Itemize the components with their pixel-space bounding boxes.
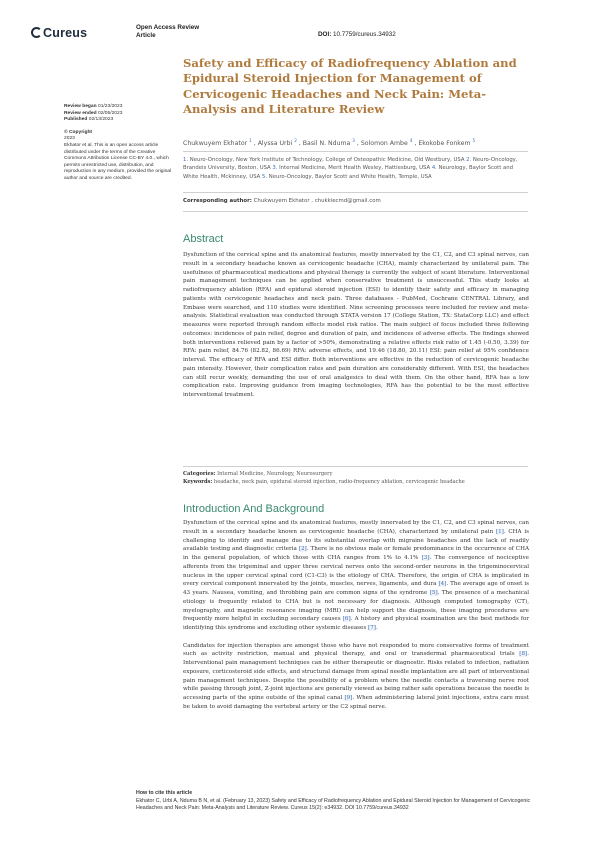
review-ended: Review ended 02/05/2023: [64, 110, 123, 116]
author-name[interactable]: Chukwuyem Ekhator: [183, 140, 248, 148]
author-list: Chukwuyem Ekhator $^1$ , Alyssa Urbi $^2$ , Basil N. Nduma $^3$ , Solomon Ambe $^4$ , Ekokobe Fonkem $^5$: [183, 138, 476, 148]
divider: [183, 192, 528, 193]
affil-text: Internal Medicine, Merit Health Wesley, Hattiesburg, USA: [279, 165, 431, 172]
how-to-cite-text: Ekhator C, Urbi A, Nduma B N, et al. (February 13, 2023) Safety and Efficacy of Radiofrequency Ablation and Epidural Steroid Injection for Management of Cervicogenic Headaches and Neck Pain: Meta-Analysis and Literature Review. Cureus 15(2): e34932. DOI 10.7759/cureus.34932: [136, 797, 531, 812]
article-type-line2: Article: [136, 32, 156, 39]
affil-text: Neuro-Oncology, Brandeis University, Boston, USA: [183, 157, 518, 172]
logo-text: Cureus: [43, 26, 88, 40]
introduction-text: [183, 519, 529, 720]
introduction-heading: Introduction And Background: [183, 503, 325, 515]
article-type: [136, 24, 199, 40]
affil-num: 4.: [431, 165, 437, 172]
header-doi: [318, 31, 396, 38]
published-date: Published 02/13/2023: [64, 117, 114, 123]
affil-text: Neurology, Baylor Scott and White Health, Mckinney, USA: [183, 165, 513, 180]
affil-num: 5.: [262, 173, 268, 180]
affil-num: 3.: [272, 165, 278, 172]
corresponding-text[interactable]: Chukwuyem Ekhator , chukkiecmd@gmail.com: [253, 198, 381, 204]
citation-link[interactable]: [7]: [368, 625, 376, 631]
article-type-line1: Open Access Review: [136, 24, 200, 31]
citation-link[interactable]: [3]: [421, 555, 430, 561]
license-text: Ekhator et al. This is an open access article distributed under the terms of the Creative Commons Attribution License CC-BY 4.0., which permits unrestricted use, distribution, and reproduction in any medium, provided the original author and source are credited.: [64, 142, 172, 181]
author-affil-num: 3: [352, 138, 355, 143]
affiliations: [183, 156, 528, 181]
author-name[interactable]: Solomon Ambe: [360, 140, 408, 148]
author-name[interactable]: Ekokobe Fonkem: [418, 140, 471, 148]
author-name[interactable]: Alyssa Urbi: [257, 140, 293, 148]
author-affil-num: 5: [472, 138, 476, 143]
abstract-heading: Abstract: [183, 233, 224, 245]
intro-paragraph-1: Dysfunction of the cervical spine and its anatomical features, mostly innervated by the C1, C2, and C3 spinal nerves, can result in a secondary headache known as cervicogenic headache (CHA), characterized by unilateral pain [1]. CHA is challenging to identify and manage due to its substantial overlap with migraine headaches and the lack of readily available testing and diagnostic criteria [2]. There is no obvious male or female predominance in the occurrence of CHA in the general population, of which those with CHA ranges from 1% to 4.1% [3]. The convergence of nociceptive afferents from the trigeminal and upper three cervical nerves onto the second-order neurons in the trigeminocervical nucleus in the upper cervical spinal cord (C1-C3) is the etiology of CHA. Therefore, the origin of CHA is implicated in every cervical component innervated by the joints, muscles, nerves, ligaments, and dura [4]. The average age of onset is 43 years. Nausea, vomiting, and throbbing pain are common signs of the syndrome [5]. The presence of a mechanical etiology is frequently related to CHA but is not necessary for diagnosis. Although computed tomography (CT), myelography, and magnetic resonance imaging (MRI) can help support the diagnosis, these imaging procedures are frequently more helpful in excluding secondary causes [6]. A history and physical examination are the best methods for identifying this syndrome and excluding other systemic diseases [7].: [183, 520, 529, 631]
journal-logo: [31, 26, 87, 40]
citation-link[interactable]: [5]: [429, 590, 438, 596]
affil-num: 1.: [183, 157, 189, 163]
intro-paragraph-2: Candidates for injection therapies are amongst those who have not responded to more conservative forms of treatment such as activity restriction, manual and physical therapy, and oral or transdermal pharmaceutical trials [8]. Interventional pain management techniques can be either therapeutic or diagnostic. Risks related to infection, radiation exposure, corticosteroid side effects, and structural damage from spinal needle implantation are all part of interventional pain management techniques. Despite the possibility of a problem where the needle contacts a traversing nerve root while passing through joint, Z-joint injections are generally viewed as being rather safe operations because the needle is accessing parts of the spine outside of the spinal canal [9]. When administering lateral joint injections, extra care must be taken to avoid damaging the vertebral artery or the C2 spinal nerve.: [183, 642, 529, 710]
citation-link[interactable]: [2]: [298, 546, 307, 553]
abstract-text: [183, 251, 529, 409]
article-title: Safety and Efficacy of Radiofrequency Ablation and Epidural Steroid Injection for Management of Cervicogenic Headaches and Neck Pain: Meta-Analysis and Literature Review: [183, 56, 517, 116]
author-affil-num: 2: [294, 138, 297, 143]
author-affil-num: 4: [409, 138, 413, 143]
abstract-paragraph: Dysfunction of the cervical spine and its anatomical features, mostly innervated by the C1, C2, and C3 spinal nerves, can result in a secondary headache known as cervicogenic headache (CHA), mainly characterized by unilateral pain. The usefulness of pharmaceutical medications and physical therapy is currently the subject of scant literature. Interventional pain management techniques can be applied when conservative treatment is unsuccessful. This study looks at radiofrequency ablation (RFA) and epidural steroid injection (ESI) to identify their safety and efficacy in managing patients with cervicogenic headaches and neck pain. Three databases - PubMed, Cochrane CENTRAL Library, and Embase were searched, and 110 studies were identified. Nine screening processes were included for review and meta-analysis. Statistical evaluation was conducted through STATA version 17 (College Station, TX: StataCorp LLC) and effect measures were reported through random effects model risk ratios. The main subject of focus included three following outcomes: incidences of pain relief, degree and duration of pain, and incidences of adverse effects. The findings showed both interventions relieved pain by a factor of >50%, demonstrating a relative effects risk ratio of 1.45 (-0.50, 3.39) for RFA: pain relief, 84.76 (82.82, 86.69) RFA: adverse effects, and 19.46 (18.80, 20.11) ESI: pain relief at 95% confidence interval. The efficacy of RFA and ESI differ. Both interventions are effective in the reduction of cervicogenic headache pain intensity. However, their complication rates and pain duration are considerably different. With ESI, the headaches can still recur weekly, demanding the use of oral analgesics to deal with them. On the other hand, RFA has a low complication rate. Improving guidance from imaging technologies, RFA has the potential to be the most effective interventional treatment.: [183, 252, 529, 398]
how-to-cite: [136, 790, 536, 813]
divider: [183, 466, 528, 467]
citation-link[interactable]: [8]: [519, 651, 528, 658]
affil-text: Neuro-Oncology, Baylor Scott and White Health, Temple, USA: [268, 173, 432, 180]
corresponding-label: Corresponding author:: [183, 198, 252, 204]
author-affil-num: 1: [249, 138, 252, 143]
categories: Categories: Internal Medicine, Neurology, Neurosurgery: [183, 471, 333, 477]
article-sidebar: [64, 104, 174, 183]
copyright-year: 2023: [64, 136, 75, 142]
doi-value[interactable]: 10.7759/cureus.34932: [333, 31, 396, 38]
citation-link[interactable]: [4]: [438, 581, 447, 588]
citation-link[interactable]: [9]: [344, 695, 353, 701]
citation-link[interactable]: [1]: [495, 528, 504, 535]
affil-num: 2.: [466, 157, 472, 163]
doi-label: DOI:: [318, 31, 332, 38]
divider: [183, 151, 528, 152]
divider: [183, 211, 528, 212]
logo-icon: [31, 27, 42, 38]
how-to-cite-title: How to cite this article: [136, 790, 193, 796]
review-began: Review began 01/23/2023: [64, 104, 123, 109]
citation-link[interactable]: [6]: [342, 616, 351, 623]
copyright: © Copyright: [64, 129, 93, 135]
corresponding-author: [183, 198, 528, 204]
keywords: Keywords: headache, neck pain, epidural steroid injection, radio-frequency ablation, cervicogenic headache: [183, 478, 465, 485]
author-name[interactable]: Basil N. Nduma: [302, 140, 351, 148]
article-meta: [183, 471, 529, 487]
affil-text: Neuro-Oncology, New York Institute of Technology, College of Osteopathic Medicine, Old Westbury, USA: [189, 157, 465, 163]
